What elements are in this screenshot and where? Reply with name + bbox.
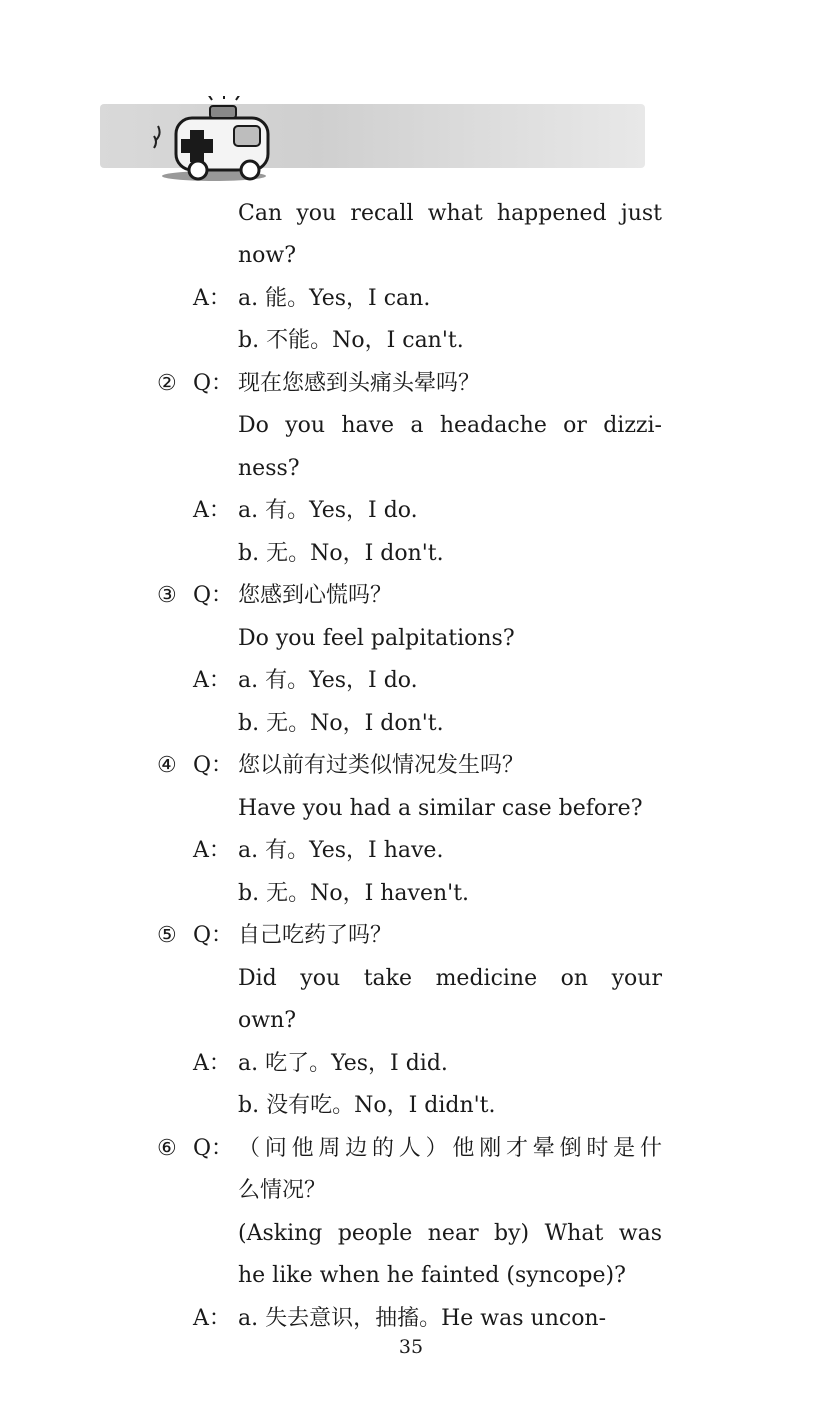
question-en-line1: Did you take medicine on your (238, 966, 662, 991)
question-zh: 您感到心慌吗？ (238, 583, 393, 608)
question-label: Q： (193, 753, 234, 778)
question-en-line2: ness? (238, 456, 300, 481)
question-en: Do you feel palpitations? (238, 626, 515, 651)
answer-a: a. 有。Yes，I have. (238, 838, 444, 863)
page-number: 35 (398, 1336, 424, 1358)
question-label: Q： (193, 371, 234, 396)
answer-b: b. 无。No，I haven't. (238, 881, 470, 906)
answer-label: A： (193, 1306, 231, 1331)
ambulance-icon (150, 96, 282, 186)
answer-label: A： (193, 668, 231, 693)
question-number: ③ (157, 583, 177, 608)
question-number: ④ (157, 753, 177, 778)
question-label: Q： (193, 583, 234, 608)
answer-a: a. 有。Yes，I do. (238, 668, 418, 693)
answer-b: b. 无。No，I don't. (238, 541, 444, 566)
answer-label: A： (193, 286, 231, 311)
answer-b: b. 不能。No，I can't. (238, 328, 464, 353)
answer-b: b. 没有吃。No，I didn't. (238, 1093, 496, 1118)
intro-question-en-line1: Can you recall what happened just (238, 201, 662, 226)
answer-b: b. 无。No，I don't. (238, 711, 444, 736)
intro-question-en-line2: now? (238, 243, 297, 268)
question-zh-line2: 么情况？ (238, 1178, 327, 1203)
answer-a: a. 吃了。Yes，I did. (238, 1051, 448, 1076)
question-zh: 现在您感到头痛头晕吗？ (238, 371, 481, 396)
answer-a: a. 能。Yes，I can. (238, 286, 431, 311)
question-number: ② (157, 371, 177, 396)
question-en-line1: Do you have a headache or dizzi- (238, 413, 662, 438)
answer-label: A： (193, 1051, 231, 1076)
question-number: ⑤ (157, 923, 177, 948)
answer-a: a. 失去意识，抽搐。He was uncon- (238, 1306, 607, 1331)
question-en-line2: he like when he fainted (syncope)? (238, 1263, 626, 1288)
answer-label: A： (193, 838, 231, 863)
question-en-line2: own? (238, 1008, 297, 1033)
answer-label: A： (193, 498, 231, 523)
answer-a: a. 有。Yes，I do. (238, 498, 418, 523)
question-en: Have you had a similar case before? (238, 796, 643, 821)
question-zh: 您以前有过类似情况发生吗？ (238, 753, 525, 778)
question-zh-line1: （问他周边的人）他刚才晕倒时是什 (238, 1136, 662, 1161)
question-label: Q： (193, 923, 234, 948)
question-en-line1: (Asking people near by) What was (238, 1221, 662, 1246)
question-zh: 自己吃药了吗？ (238, 923, 393, 948)
question-number: ⑥ (157, 1136, 177, 1161)
question-label: Q： (193, 1136, 234, 1161)
